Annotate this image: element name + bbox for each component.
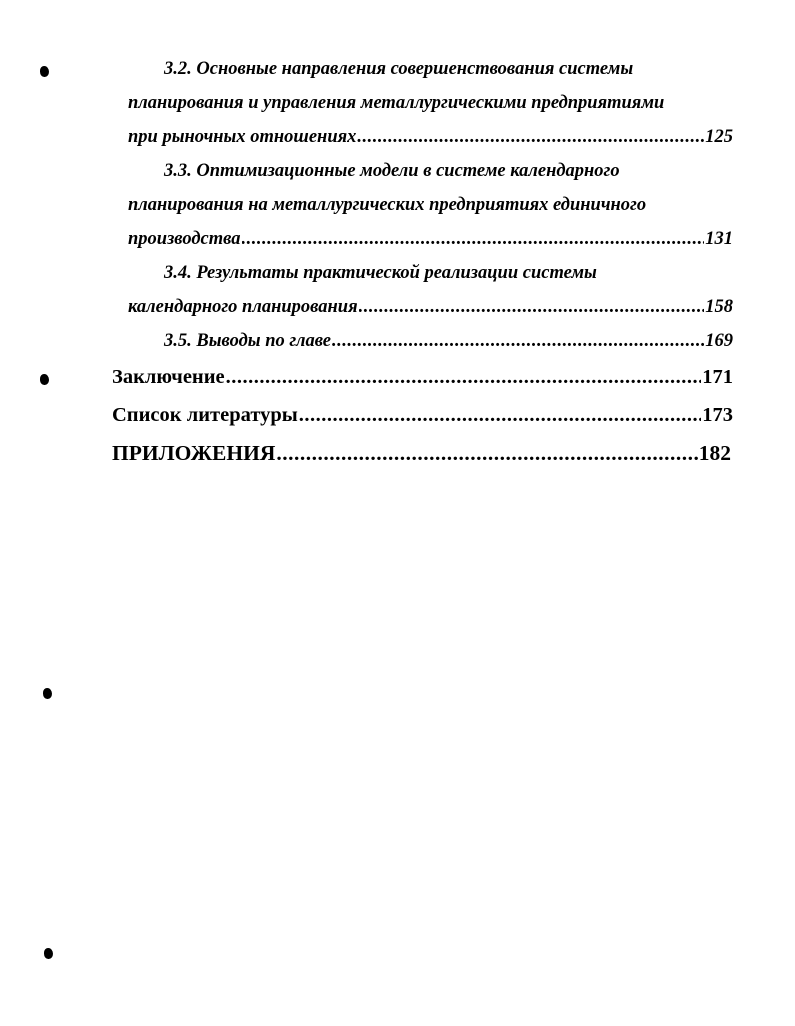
toc-entry-bibliography[interactable] [112, 397, 733, 433]
toc-entry-3-4-title-line1: 3.4. Результаты практической реализации системы [164, 263, 597, 283]
binding-hole-mark [44, 948, 53, 959]
toc-entry-3-5[interactable] [164, 324, 733, 358]
toc-entry-3-5-line [164, 324, 733, 358]
toc-entry-3-3-title-line3: производства [128, 229, 241, 249]
dot-leader [276, 434, 697, 472]
toc-entry-appendices[interactable] [112, 434, 731, 472]
toc-entry-3-2-title-line3: при рыночных отношениях [128, 127, 357, 147]
toc-entry-3-4-title-line2: календарного планирования [128, 297, 358, 317]
toc-entry-bibliography-title: Список литературы [112, 404, 298, 426]
toc-entry-3-2-last-line [128, 120, 733, 154]
toc-entry-appendices-line [112, 434, 731, 472]
toc-entry-3-4-page: 158 [705, 297, 733, 317]
toc-entry-bibliography-page: 173 [702, 404, 733, 426]
toc-entry-appendices-title: ПРИЛОЖЕНИЯ [112, 441, 276, 465]
toc-entry-3-2[interactable] [128, 52, 733, 154]
toc-entry-3-5-title: 3.5. Выводы по главе [164, 331, 331, 351]
dot-leader [359, 290, 705, 324]
toc-entry-3-5-page: 169 [705, 331, 733, 351]
toc-entry-3-4-last-line [128, 290, 733, 324]
binding-hole-mark [40, 66, 49, 77]
toc-entry-3-4[interactable] [128, 256, 733, 324]
toc-entry-3-2-title-line1: 3.2. Основные направления совершенствования системы [164, 59, 634, 79]
toc-entry-conclusion[interactable] [112, 359, 733, 395]
toc-entry-conclusion-title: Заключение [112, 366, 225, 388]
binding-hole-mark [43, 688, 52, 699]
toc-entry-3-3-title-line2: планирования на металлургических предприятиях единичного [128, 195, 647, 215]
dot-leader [226, 359, 702, 395]
binding-hole-mark [40, 374, 49, 385]
toc-entry-3-3-title-line1: 3.3. Оптимизационные модели в системе календарного [164, 161, 620, 181]
toc-entry-bibliography-line [112, 397, 733, 433]
dot-leader [357, 120, 704, 154]
toc-entry-3-3-page: 131 [705, 229, 733, 249]
toc-entry-3-3[interactable] [128, 154, 733, 256]
dot-leader [242, 222, 705, 256]
toc-entry-3-3-last-line [128, 222, 733, 256]
toc-entry-3-2-page: 125 [705, 127, 733, 147]
dot-leader [299, 397, 701, 433]
dot-leader [332, 324, 704, 358]
toc-entry-conclusion-line [112, 359, 733, 395]
toc-entry-appendices-page: 182 [698, 441, 731, 465]
toc-entry-3-2-title-line2: планирования и управления металлургическими предприятиями [128, 93, 665, 113]
toc-entry-conclusion-page: 171 [702, 366, 733, 388]
